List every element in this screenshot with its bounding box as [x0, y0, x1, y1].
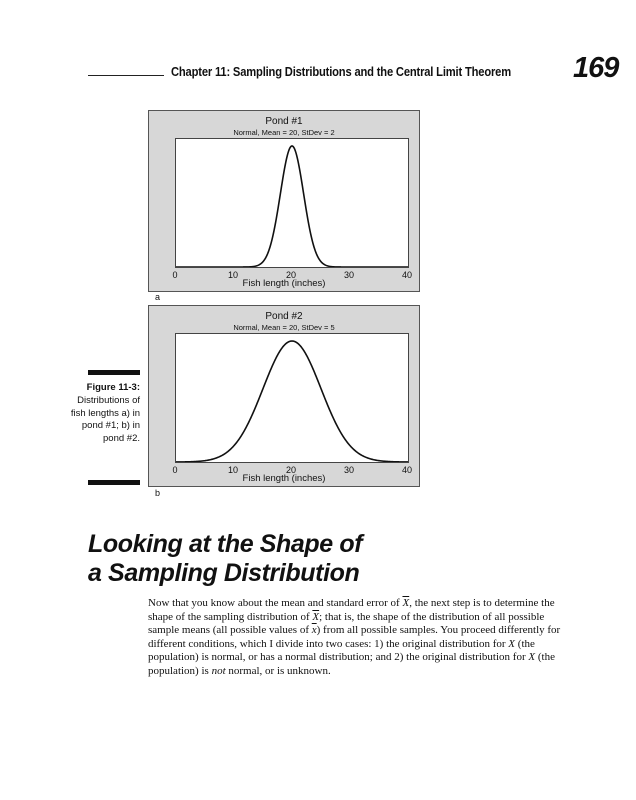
plot-area — [175, 138, 409, 268]
x-tick-label: 10 — [227, 465, 238, 475]
section-heading-line: a Sampling Distribution — [88, 559, 360, 587]
page-number: 169 — [573, 52, 619, 84]
italic-text: not — [211, 664, 226, 677]
section-heading-line: Looking at the Shape of — [88, 530, 363, 558]
caption-bar-bottom — [88, 480, 140, 485]
x-tick-label: 0 — [172, 465, 178, 475]
x-tick-label: 40 — [401, 270, 412, 280]
body-text-segment: , the next step is to determine the shape of the sampling distribution of — [148, 597, 555, 623]
normal-curve — [176, 341, 408, 462]
x-tick-label: 20 — [285, 270, 296, 280]
italic-text: X — [508, 637, 516, 650]
chart-title: Pond #2 — [265, 311, 303, 322]
panel-letter-b: b — [155, 488, 161, 498]
normal-curve — [176, 146, 408, 267]
italic-text: X — [528, 651, 536, 664]
x-tick-label: 30 — [343, 465, 354, 475]
chart-title: Pond #1 — [265, 116, 303, 127]
panel-letter-a: a — [155, 292, 161, 302]
body-text-segment: ) from all possible samples. You proceed differently for different conditions, which I divide into two cases: 1) the original distribution for — [148, 624, 561, 650]
body-text-segment: ; that is, the shape of the distribution of all possible sample means (all possible values of — [148, 610, 545, 637]
plot-area — [175, 333, 409, 463]
figure-caption-title: Figure 11-3: — [86, 382, 140, 393]
chart-svg — [176, 139, 408, 267]
x-axis-title: Fish length (inches) — [242, 278, 326, 289]
body-paragraph — [148, 597, 563, 679]
x-tick-label: 30 — [343, 270, 354, 280]
x-tick-label: 10 — [227, 270, 238, 280]
x-tick-label: 20 — [285, 465, 296, 475]
figure-panel-a — [148, 110, 420, 292]
caption-bar-top — [88, 370, 140, 375]
x-tick-label: 40 — [401, 465, 412, 475]
body-text-segment: (the population) is normal, or has a normal distribution; and 2) the original distribution for — [148, 637, 535, 664]
body-text-segment: Now that you know about the mean and standard error of — [148, 597, 403, 609]
math-symbol-bar: $\overline{x}$ — [311, 624, 317, 637]
x-axis-title: Fish length (inches) — [242, 473, 326, 484]
body-text-segment: (the population) is — [148, 651, 555, 677]
chart-subtitle: Normal, Mean = 20, StDev = 2 — [233, 128, 335, 137]
x-tick-label: 0 — [172, 270, 178, 280]
math-symbol-bar: $\overline{X}$ — [312, 610, 320, 623]
section-heading — [88, 530, 362, 588]
body-text-segment: normal, or is unknown. — [225, 664, 331, 677]
figure-caption-text: Distributions of fish lengths a) in pond #1; b) in pond #2. — [70, 395, 140, 444]
chart-svg — [176, 334, 408, 462]
header-rule — [88, 75, 164, 76]
chapter-title: Chapter 11: Sampling Distributions and the Central Limit Theorem — [171, 64, 511, 79]
chart-subtitle: Normal, Mean = 20, StDev = 5 — [233, 323, 335, 332]
math-symbol-bar: $\overline{X}$ — [402, 597, 410, 609]
figure-panel-b — [148, 305, 420, 487]
